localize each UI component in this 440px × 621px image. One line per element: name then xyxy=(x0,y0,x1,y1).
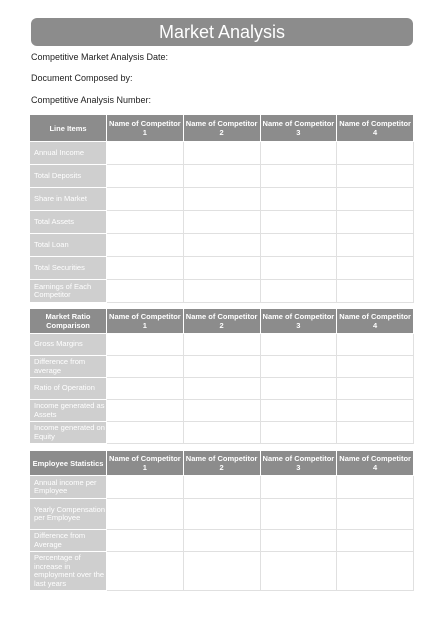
input-cell[interactable] xyxy=(183,165,260,188)
header-line-items: Line Items xyxy=(30,115,107,142)
input-cell[interactable] xyxy=(337,400,414,422)
input-cell[interactable] xyxy=(260,356,337,378)
input-cell[interactable] xyxy=(260,530,337,552)
input-cell[interactable] xyxy=(260,142,337,165)
input-cell[interactable] xyxy=(107,422,184,444)
input-cell[interactable] xyxy=(260,257,337,280)
table-row xyxy=(30,400,414,422)
row-label: Gross Margins xyxy=(30,334,107,356)
employee-statistics-table xyxy=(29,450,414,591)
input-cell[interactable] xyxy=(107,211,184,234)
table-header-row xyxy=(30,309,414,334)
header-competitor-2: Name of Competitor 2 xyxy=(183,115,260,142)
input-cell[interactable] xyxy=(183,499,260,530)
input-cell[interactable] xyxy=(107,530,184,552)
header-competitor-4: Name of Competitor 4 xyxy=(337,309,414,334)
input-cell[interactable] xyxy=(107,400,184,422)
row-label: Total Deposits xyxy=(30,165,107,188)
header-competitor-2: Name of Competitor 2 xyxy=(183,451,260,476)
input-cell[interactable] xyxy=(337,188,414,211)
input-cell[interactable] xyxy=(183,188,260,211)
header-competitor-4: Name of Competitor 4 xyxy=(337,451,414,476)
input-cell[interactable] xyxy=(337,356,414,378)
input-cell[interactable] xyxy=(107,165,184,188)
input-cell[interactable] xyxy=(260,422,337,444)
header-competitor-2: Name of Competitor 2 xyxy=(183,309,260,334)
row-label: Earnings of Each Competitor xyxy=(30,280,107,303)
input-cell[interactable] xyxy=(107,334,184,356)
input-cell[interactable] xyxy=(183,552,260,591)
input-cell[interactable] xyxy=(107,356,184,378)
table-row xyxy=(30,142,414,165)
table-row xyxy=(30,552,414,591)
row-label: Total Securities xyxy=(30,257,107,280)
input-cell[interactable] xyxy=(337,499,414,530)
input-cell[interactable] xyxy=(260,234,337,257)
input-cell[interactable] xyxy=(107,476,184,499)
input-cell[interactable] xyxy=(107,188,184,211)
input-cell[interactable] xyxy=(260,188,337,211)
input-cell[interactable] xyxy=(337,476,414,499)
input-cell[interactable] xyxy=(183,257,260,280)
table-row xyxy=(30,499,414,530)
header-competitor-1: Name of Competitor 1 xyxy=(107,115,184,142)
table-row xyxy=(30,476,414,499)
input-cell[interactable] xyxy=(107,280,184,303)
table-row xyxy=(30,378,414,400)
input-cell[interactable] xyxy=(183,422,260,444)
input-cell[interactable] xyxy=(260,280,337,303)
input-cell[interactable] xyxy=(183,211,260,234)
analysis-number-field: Competitive Analysis Number: xyxy=(31,95,152,105)
composed-by-field: Document Composed by: xyxy=(31,73,133,83)
header-competitor-3: Name of Competitor 3 xyxy=(260,309,337,334)
table-row xyxy=(30,334,414,356)
table-row xyxy=(30,422,414,444)
input-cell[interactable] xyxy=(107,378,184,400)
input-cell[interactable] xyxy=(107,499,184,530)
input-cell[interactable] xyxy=(337,334,414,356)
input-cell[interactable] xyxy=(107,552,184,591)
row-label: Income generated on Equity xyxy=(30,422,107,444)
input-cell[interactable] xyxy=(107,257,184,280)
input-cell[interactable] xyxy=(183,400,260,422)
input-cell[interactable] xyxy=(260,334,337,356)
input-cell[interactable] xyxy=(183,356,260,378)
input-cell[interactable] xyxy=(337,530,414,552)
table-row xyxy=(30,530,414,552)
input-cell[interactable] xyxy=(337,378,414,400)
input-cell[interactable] xyxy=(183,142,260,165)
table-row xyxy=(30,257,414,280)
input-cell[interactable] xyxy=(337,234,414,257)
table-header-row xyxy=(30,115,414,142)
input-cell[interactable] xyxy=(337,142,414,165)
row-label: Ratio of Operation xyxy=(30,378,107,400)
row-label: Difference from Average xyxy=(30,530,107,552)
input-cell[interactable] xyxy=(260,476,337,499)
table-row xyxy=(30,280,414,303)
header-competitor-4: Name of Competitor 4 xyxy=(337,115,414,142)
row-label: Income generated as Assets xyxy=(30,400,107,422)
row-label: Difference from average xyxy=(30,356,107,378)
input-cell[interactable] xyxy=(183,530,260,552)
table-row xyxy=(30,234,414,257)
input-cell[interactable] xyxy=(260,400,337,422)
header-employee-statistics: Employee Statistics xyxy=(30,451,107,476)
row-label: Percentage of increase in employment over the last years xyxy=(30,552,107,591)
input-cell[interactable] xyxy=(337,552,414,591)
table-row xyxy=(30,165,414,188)
table-row xyxy=(30,356,414,378)
table-header-row xyxy=(30,451,414,476)
header-market-ratio: Market Ratio Comparison xyxy=(30,309,107,334)
row-label: Yearly Compensation per Employee xyxy=(30,499,107,530)
row-label: Share in Market xyxy=(30,188,107,211)
input-cell[interactable] xyxy=(183,234,260,257)
row-label: Total Loan xyxy=(30,234,107,257)
document-title: Market Analysis xyxy=(31,18,413,46)
analysis-date-field: Competitive Market Analysis Date: xyxy=(31,52,169,62)
input-cell[interactable] xyxy=(337,422,414,444)
input-cell[interactable] xyxy=(260,165,337,188)
header-competitor-3: Name of Competitor 3 xyxy=(260,451,337,476)
line-items-table xyxy=(29,114,414,303)
input-cell[interactable] xyxy=(260,499,337,530)
input-cell[interactable] xyxy=(183,476,260,499)
row-label: Total Assets xyxy=(30,211,107,234)
table-row xyxy=(30,211,414,234)
input-cell[interactable] xyxy=(183,378,260,400)
input-cell[interactable] xyxy=(107,234,184,257)
header-competitor-1: Name of Competitor 1 xyxy=(107,451,184,476)
header-competitor-1: Name of Competitor 1 xyxy=(107,309,184,334)
input-cell[interactable] xyxy=(260,378,337,400)
input-cell[interactable] xyxy=(183,334,260,356)
row-label: Annual Income xyxy=(30,142,107,165)
table-row xyxy=(30,188,414,211)
row-label: Annual income per Employee xyxy=(30,476,107,499)
input-cell[interactable] xyxy=(260,211,337,234)
input-cell[interactable] xyxy=(337,165,414,188)
input-cell[interactable] xyxy=(183,280,260,303)
header-competitor-3: Name of Competitor 3 xyxy=(260,115,337,142)
market-ratio-table xyxy=(29,308,414,444)
input-cell[interactable] xyxy=(107,142,184,165)
input-cell[interactable] xyxy=(260,552,337,591)
input-cell[interactable] xyxy=(337,211,414,234)
input-cell[interactable] xyxy=(337,280,414,303)
input-cell[interactable] xyxy=(337,257,414,280)
